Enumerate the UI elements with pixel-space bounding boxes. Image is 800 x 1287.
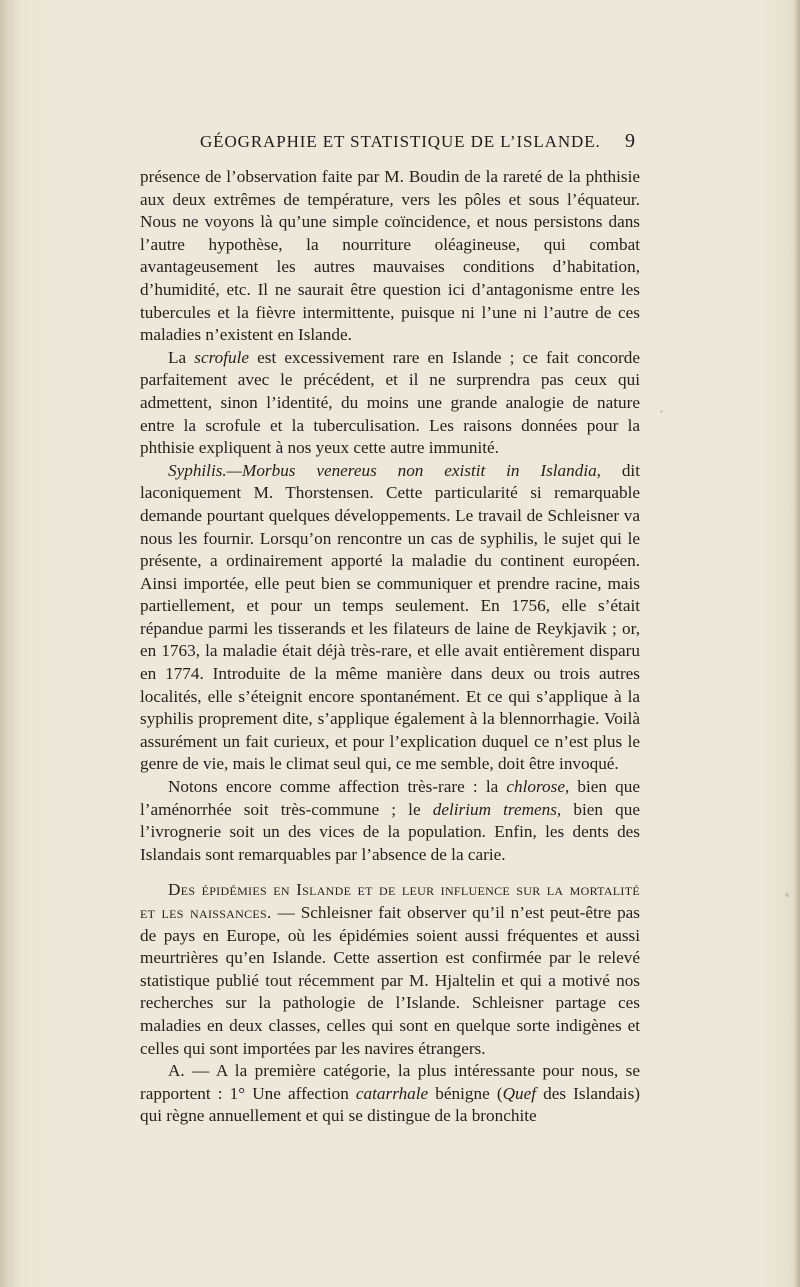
paragraph-chlorose (140, 776, 640, 866)
text-run: bien que l’aménorrhée soit très-commune ; le (140, 777, 640, 819)
paragraph-scrofule (140, 347, 640, 460)
body-text (140, 166, 640, 1128)
page-binding-shadow (0, 0, 20, 1287)
section-heading: Des épidémies en Islande et de leur influence sur la mortalité et les naissances. (140, 880, 640, 922)
text-run: est excessivement rare en Islande ; ce fait concorde parfaitement avec le précédent, et il ne surprendra pas ceux qui admettent, sinon l’identité, du moins une grande analogie de nature entre la scrofule et la tuberculisation. Les raisons données pour la phthisie expliquent à nos yeux cette autre immunité. (140, 347, 640, 458)
italic-term: scrofule (194, 347, 249, 367)
italic-term: Quef (502, 1083, 536, 1103)
text-run: bénigne ( (428, 1083, 503, 1103)
paragraph-syphilis (140, 460, 640, 776)
paragraph-categorie-a (140, 1060, 640, 1128)
italic-lead: Syphilis.—Morbus venereus non existit in Islandia, (168, 460, 601, 480)
paper-spot (785, 893, 789, 897)
text-run: Notons encore comme affection très-rare : la (168, 777, 507, 797)
paragraph-epidemies (140, 879, 640, 1060)
paper-spot (660, 410, 663, 413)
italic-term: catarrhale (355, 1083, 429, 1103)
text-run: bien que l’ivrognerie soit un des vices de la population. Enfin, les dents des Islandais sont remarquables par l’absence de la carie. (140, 799, 640, 864)
text-run: A. — A la première catégorie, la plus intéressante pour nous, se rapportent : 1° Une affection (140, 1061, 640, 1103)
paragraph-text: présence de l’observation faite par M. Boudin de la rareté de la phthisie aux deux extrêmes de température, vers les pôles et sous l’équateur. Nous ne voyons là qu’une simple coïncidence, et nous persistons dans l’autre hypothèse, la nourriture oléagineuse, qui combat avantageusement les autres mauvaises conditions d’habitation, d’humidité, etc. Il ne saurait être question ici d’antagonisme entre les tubercules et la fièvre intermittente, puisque ni l’une ni l’autre de ces maladies n’existent en Islande. (140, 167, 640, 345)
page-number: 9 (625, 130, 635, 152)
page-header (178, 132, 635, 156)
text-run: des Islandais) qui règne annuellement et qui se distingue de la bronchite (140, 1083, 640, 1126)
text-run: La (168, 347, 195, 367)
running-title: GÉOGRAPHIE ET STATISTIQUE DE L’ISLANDE. (200, 132, 601, 151)
page-edge-shadow (794, 0, 800, 1287)
italic-term: chlorose, (506, 777, 570, 797)
text-run: dit laconiquement M. Thorstensen. Cette particularité si remarquable demande pourtant quelques développements. Le travail de Schleisner va nous les fournir. Lorsqu’on rencontre un cas de syphilis, le sujet qui le présente, a ordinairement apporté la maladie du continent européen. Ainsi importée, elle peut bien se communiquer et prendre racine, mais partiellement, et pour un temps seulement. En 1756, elle s’était répandue parmi les tisserands et les filateurs de laine de Reykjavik ; or, en 1763, la maladie était déjà très-rare, et elle avait entièrement disparu en 1774. Introduite de la même manière dans deux ou trois autres localités, elle s’éteignit encore spontanément. Et ce qui s’applique à la syphilis proprement dite, s’applique également à la blennorrhagie. Voilà assurément un fait curieux, et pour l’explication duquel ce n’est plus le genre de vie, mais le climat seul qui, ce me semble, doit être invoqué. (140, 460, 640, 774)
italic-term: delirium tremens, (432, 799, 562, 819)
paragraph-phthisie (140, 166, 640, 347)
text-run: — Schleisner fait observer qu’il n’est peut-être pas de pays en Europe, où les épidémies soient aussi fréquentes et aussi meurtrières qu’en Islande. Cette assertion est confirmée par le relevé statistique publié tout récemment par M. Hjaltelin et qui a motivé nos recherches sur la pathologie de l’Islande. Schleisner partage ces maladies en deux classes, celles qui sont en quelque sorte indigènes et celles qui sont importées par les navires étrangers. (140, 903, 640, 1058)
